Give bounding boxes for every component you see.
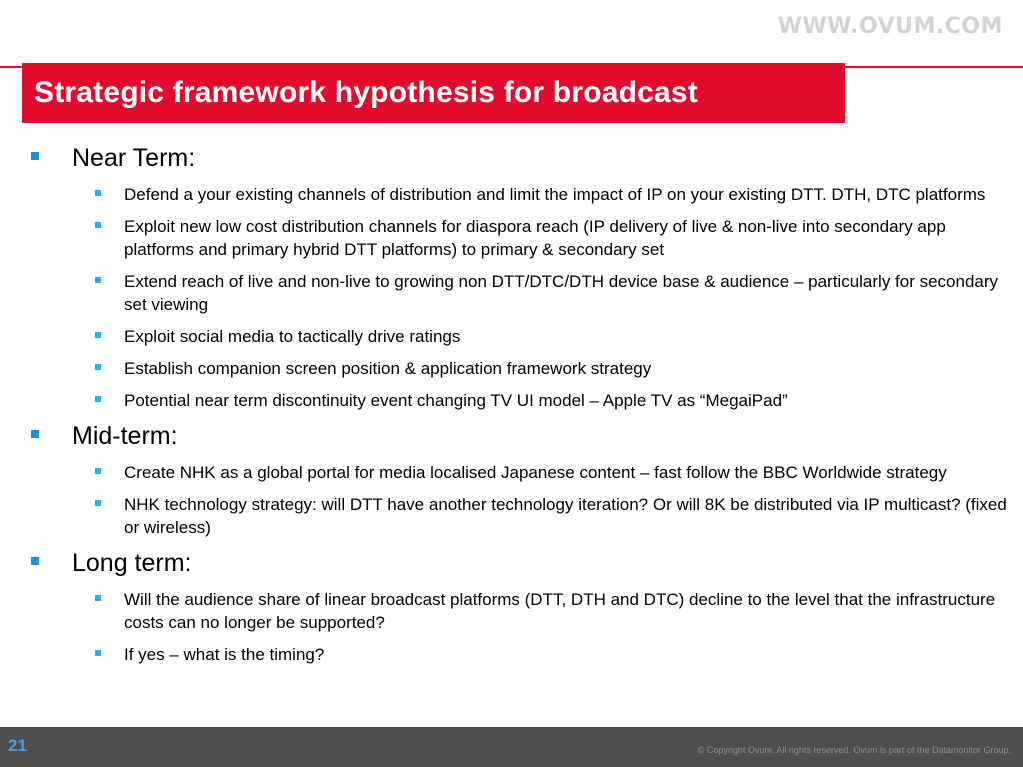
slide-content <box>0 143 1023 675</box>
sub-bullet-text: Potential near term discontinuity event changing TV UI model – Apple TV as “MegaiPad” <box>124 391 788 410</box>
footer-bar <box>0 727 1023 767</box>
sub-bullet-item <box>0 325 1023 348</box>
brand-logo: WWW.OVUM.COM <box>777 14 1003 39</box>
sub-bullet-item <box>0 493 1023 539</box>
bullet-section <box>0 143 1023 412</box>
square-bullet-icon <box>95 277 101 283</box>
copyright-notice: © Copyright Ovum. All rights reserved. Ovum is part of the Datamonitor Group. <box>697 745 1011 755</box>
sub-bullet-item <box>0 357 1023 380</box>
sub-bullet-item <box>0 461 1023 484</box>
sub-bullet-text: Create NHK as a global portal for media localised Japanese content – fast follow the BBC Worldwide strategy <box>124 463 947 482</box>
square-bullet-icon <box>95 396 101 402</box>
sub-bullet-text: Establish companion screen position & application framework strategy <box>124 359 652 378</box>
section-label: Long term: <box>72 549 192 577</box>
title-box <box>22 63 845 123</box>
square-bullet-icon <box>95 500 101 506</box>
square-bullet-icon <box>95 595 101 601</box>
sub-bullet-text: Exploit social media to tactically drive ratings <box>124 327 461 346</box>
sub-bullet-text: Exploit new low cost distribution channels for diaspora reach (IP delivery of live & non-live into secondary app platforms and primary hybrid DTT platforms) to primary & secondary set <box>124 217 946 259</box>
slide-title: Strategic framework hypothesis for broadcast <box>34 76 698 109</box>
sub-bullet-text: Extend reach of live and non-live to growing non DTT/DTC/DTH device base & audience – particularly for secondary set viewing <box>124 272 999 314</box>
sub-bullet-item <box>0 389 1023 412</box>
title-bar <box>0 63 1023 123</box>
sub-bullet-text: NHK technology strategy: will DTT have another technology iteration? Or will 8K be distributed via IP multicast? (fixed or wireless) <box>124 495 1007 537</box>
sub-bullet-item <box>0 643 1023 666</box>
square-bullet-icon <box>95 190 101 196</box>
sub-bullet-item <box>0 215 1023 261</box>
bullet-section <box>0 548 1023 666</box>
square-bullet-icon <box>31 557 39 565</box>
square-bullet-icon <box>95 222 101 228</box>
page-number: 21 <box>8 736 27 755</box>
section-heading <box>0 421 1023 455</box>
square-bullet-icon <box>95 364 101 370</box>
square-bullet-icon <box>31 152 39 160</box>
sub-bullet-item <box>0 183 1023 206</box>
sub-bullet-text: If yes – what is the timing? <box>124 645 325 664</box>
section-label: Near Term: <box>72 144 196 172</box>
section-label: Mid-term: <box>72 422 178 450</box>
sub-bullet-item <box>0 588 1023 634</box>
sub-bullet-text: Will the audience share of linear broadcast platforms (DTT, DTH and DTC) decline to the level that the infrastructure costs can no longer be supported? <box>124 590 996 632</box>
section-heading <box>0 143 1023 177</box>
square-bullet-icon <box>95 468 101 474</box>
sub-bullet-text: Defend a your existing channels of distribution and limit the impact of IP on your existing DTT. DTH, DTC platforms <box>124 185 986 204</box>
section-heading <box>0 548 1023 582</box>
sub-bullet-item <box>0 270 1023 316</box>
square-bullet-icon <box>31 430 39 438</box>
square-bullet-icon <box>95 332 101 338</box>
bullet-section <box>0 421 1023 539</box>
square-bullet-icon <box>95 650 101 656</box>
